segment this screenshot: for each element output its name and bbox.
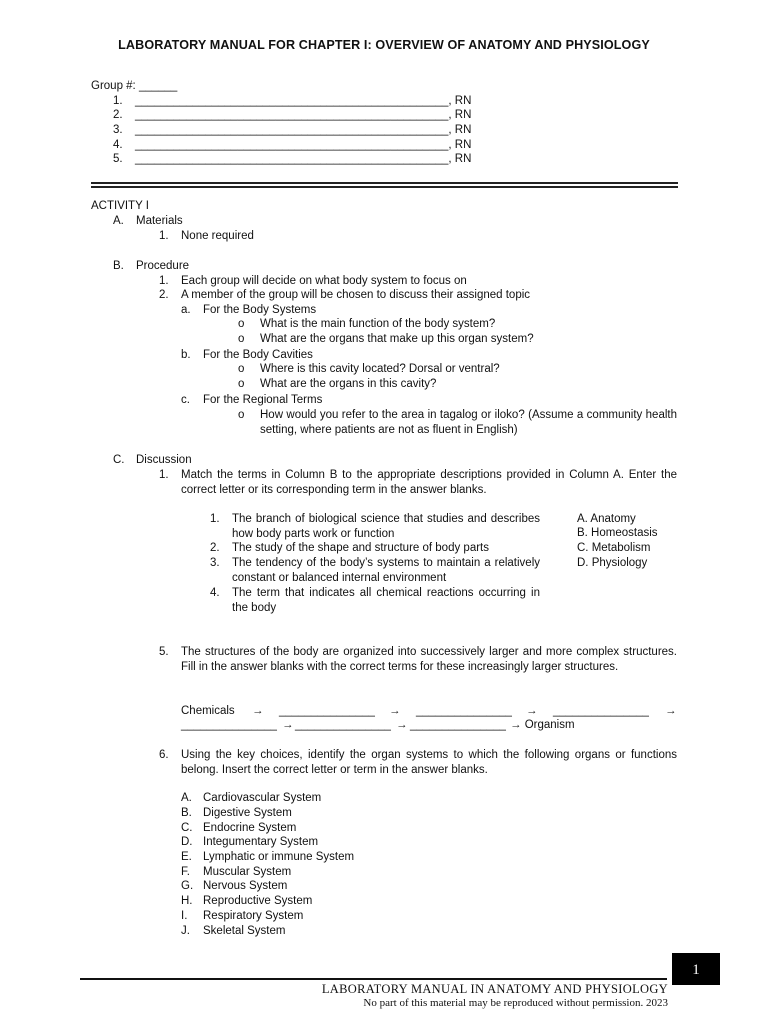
member-name-line[interactable]: _________________________________________________, RN: [135, 153, 472, 165]
list-number: 1.: [210, 513, 220, 525]
choice-letter: B.: [181, 807, 192, 819]
bullet-icon: o: [238, 409, 245, 421]
choice-letter: J.: [181, 925, 190, 937]
question-item: What are the organs that make up this organ system?: [260, 333, 534, 345]
list-number: 1.: [159, 230, 169, 242]
list-item: Each group will decide on what body system to focus on: [181, 275, 467, 287]
arrow-right-icon: →: [665, 705, 677, 717]
list-number: 5.: [159, 646, 169, 658]
question-item: What is the main function of the body system?: [260, 318, 496, 330]
column-a-item: The study of the shape and structure of body parts: [232, 542, 489, 554]
member-number: 3.: [113, 124, 123, 136]
section-heading-materials: Materials: [136, 215, 183, 227]
arrow-right-icon: →: [252, 705, 264, 717]
member-name-line[interactable]: _________________________________________________, RN: [135, 95, 472, 107]
section-letter: A.: [113, 215, 124, 227]
choice-item: Digestive System: [203, 807, 292, 819]
arrow-right-icon: →: [396, 719, 408, 731]
choice-item: Cardiovascular System: [203, 792, 322, 804]
footer-rule: [80, 978, 667, 980]
list-number: 2.: [210, 542, 220, 554]
sub-letter: b.: [181, 349, 191, 361]
member-number: 2.: [113, 109, 123, 121]
question-item: What are the organs in this cavity?: [260, 378, 437, 390]
list-number: 1.: [159, 275, 169, 287]
page-number-badge: 1: [672, 953, 720, 985]
sub-item: For the Body Cavities: [203, 349, 313, 361]
column-b-term: A. Anatomy: [577, 513, 636, 525]
choice-letter: C.: [181, 822, 193, 834]
member-name-line[interactable]: _________________________________________________, RN: [135, 109, 472, 121]
question-item: How would you refer to the area in tagalog or iloko? (Assume a community health setting, where patients are not as fluent in English): [260, 409, 677, 436]
answer-blank[interactable]: _______________: [295, 719, 391, 731]
answer-blank[interactable]: _______________: [181, 719, 277, 731]
choice-item: Lymphatic or immune System: [203, 851, 355, 863]
answer-blank[interactable]: _______________: [410, 719, 506, 731]
choice-item: Muscular System: [203, 866, 292, 878]
chain-end: → Organism: [510, 719, 575, 731]
column-b-term: B. Homeostasis: [577, 527, 658, 539]
list-number: 1.: [159, 469, 169, 481]
column-b-term: D. Physiology: [577, 557, 648, 569]
choice-letter: E.: [181, 851, 192, 863]
member-number: 5.: [113, 153, 123, 165]
question-text: Using the key choices, identify the organ systems to which the following organs or functions belong. Insert the correct letter or term in the answer blanks.: [181, 749, 677, 776]
column-a-item: The tendency of the body’s systems to maintain a relatively constant or balanced internal environment: [232, 557, 540, 584]
choice-letter: A.: [181, 792, 192, 804]
choice-item: Endocrine System: [203, 822, 297, 834]
answer-blank[interactable]: _______________: [279, 705, 375, 717]
separator-rule: [91, 182, 678, 184]
list-number: 4.: [210, 587, 220, 599]
group-label: Group #: ______: [91, 80, 178, 92]
choice-item: Nervous System: [203, 880, 288, 892]
choice-item: Reproductive System: [203, 895, 313, 907]
member-number: 1.: [113, 95, 123, 107]
choice-item: Skeletal System: [203, 925, 286, 937]
section-heading-procedure: Procedure: [136, 260, 190, 272]
list-number: 2.: [159, 289, 169, 301]
sub-letter: a.: [181, 304, 191, 316]
list-item: A member of the group will be chosen to discuss their assigned topic: [181, 289, 531, 301]
activity-title: ACTIVITY I: [91, 200, 149, 212]
footer-copyright: No part of this material may be reproduced without permission. 2023: [363, 997, 668, 1009]
chain-start: Chemicals: [181, 705, 235, 717]
question-text: The structures of the body are organized into successively larger and more complex structures. Fill in the answer blanks with the correct terms for these increasingly larger structures.: [181, 646, 677, 673]
member-name-line[interactable]: _________________________________________________, RN: [135, 139, 472, 151]
footer-manual-title: LABORATORY MANUAL IN ANATOMY AND PHYSIOLOGY: [321, 982, 668, 996]
bullet-icon: o: [238, 378, 245, 390]
choice-item: Respiratory System: [203, 910, 304, 922]
list-number: 3.: [210, 557, 220, 569]
sub-item: For the Body Systems: [203, 304, 317, 316]
bullet-icon: o: [238, 363, 245, 375]
question-item: Where is this cavity located? Dorsal or ventral?: [260, 363, 500, 375]
bullet-icon: o: [238, 333, 245, 345]
column-a-item: The branch of biological science that studies and describes how body parts work or function: [232, 513, 540, 540]
choice-letter: D.: [181, 836, 193, 848]
section-letter: B.: [113, 260, 124, 272]
section-letter: C.: [113, 454, 125, 466]
arrow-right-icon: →: [282, 719, 294, 731]
choice-letter: F.: [181, 866, 190, 878]
choice-letter: G.: [181, 880, 194, 892]
list-number: 6.: [159, 749, 169, 761]
answer-blank[interactable]: _______________: [416, 705, 512, 717]
sub-item: For the Regional Terms: [203, 394, 323, 406]
section-heading-discussion: Discussion: [136, 454, 192, 466]
answer-blank[interactable]: _______________: [553, 705, 649, 717]
arrow-right-icon: →: [389, 705, 401, 717]
member-name-line[interactable]: _________________________________________________, RN: [135, 124, 472, 136]
member-number: 4.: [113, 139, 123, 151]
arrow-right-icon: →: [526, 705, 538, 717]
choice-letter: H.: [181, 895, 193, 907]
choice-letter: I.: [181, 910, 188, 922]
column-b-term: C. Metabolism: [577, 542, 651, 554]
bullet-icon: o: [238, 318, 245, 330]
question-text: Match the terms in Column B to the appropriate descriptions provided in Column A. Enter the correct letter or its corresponding term in the answer blanks.: [181, 469, 677, 496]
column-a-item: The term that indicates all chemical reactions occurring in the body: [232, 587, 540, 614]
page-title: LABORATORY MANUAL FOR CHAPTER I: OVERVIEW OF ANATOMY AND PHYSIOLOGY: [118, 38, 650, 52]
list-item: None required: [181, 230, 254, 242]
separator-rule: [91, 186, 678, 188]
choice-item: Integumentary System: [203, 836, 319, 848]
sub-letter: c.: [181, 394, 190, 406]
